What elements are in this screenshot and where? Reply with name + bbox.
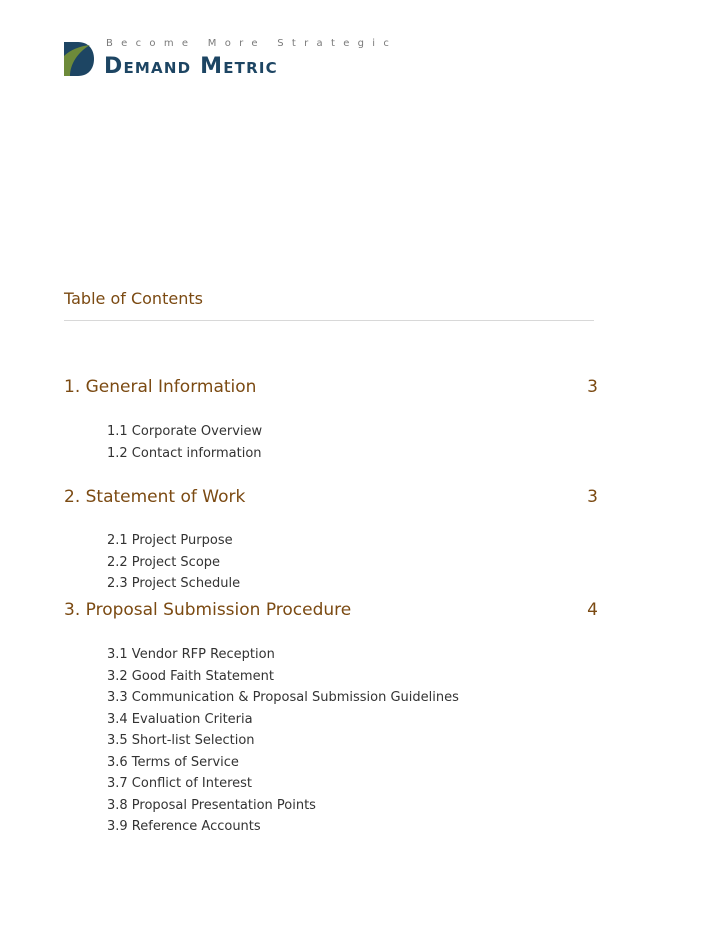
section-title[interactable]: 3. Proposal Submission Procedure — [64, 600, 352, 620]
logo — [64, 38, 398, 79]
section-page-number: 3 — [587, 377, 598, 397]
toc-subsection[interactable]: 2.1 Project Purpose — [107, 533, 233, 548]
toc-subsection[interactable]: 3.8 Proposal Presentation Points — [107, 797, 316, 813]
toc-subsection[interactable]: 1.1 Corporate Overview — [107, 424, 263, 439]
section-title[interactable]: 1. General Information — [64, 377, 257, 397]
toc-subsection[interactable]: 1.2 Contact information — [107, 445, 262, 461]
toc-subsection[interactable]: 3.2 Good Faith Statement — [107, 668, 274, 684]
toc-title: Table of Contents — [64, 289, 203, 308]
section-title[interactable]: 2. Statement of Work — [64, 487, 246, 507]
toc-subsection[interactable]: 3.5 Short-list Selection — [107, 733, 255, 748]
toc-subsection[interactable]: 2.2 Project Scope — [107, 554, 221, 570]
toc-subsection[interactable]: 3.6 Terms of Service — [107, 754, 239, 770]
toc-subsection[interactable]: 3.9 Reference Accounts — [107, 819, 261, 834]
toc-subsection[interactable]: 3.7 Conflict of Interest — [107, 776, 253, 791]
logo-tagline: Become More Strategic — [106, 38, 398, 49]
toc-section-2[interactable] — [64, 487, 598, 591]
toc-section-1[interactable] — [64, 377, 598, 461]
toc-section-3[interactable] — [64, 600, 598, 834]
toc-subsection[interactable]: 3.4 Evaluation Criteria — [107, 711, 253, 727]
logo-brand: Demand Metric — [104, 54, 278, 79]
toc-divider — [64, 320, 594, 321]
toc-subsection[interactable]: 3.3 Communication & Proposal Submission Guidelines — [107, 690, 459, 705]
demand-metric-logo-icon — [64, 42, 96, 76]
section-page-number: 4 — [587, 600, 598, 620]
section-page-number: 3 — [587, 487, 598, 507]
toc-subsection[interactable]: 3.1 Vendor RFP Reception — [107, 647, 275, 662]
toc-subsection[interactable]: 2.3 Project Schedule — [107, 576, 241, 591]
